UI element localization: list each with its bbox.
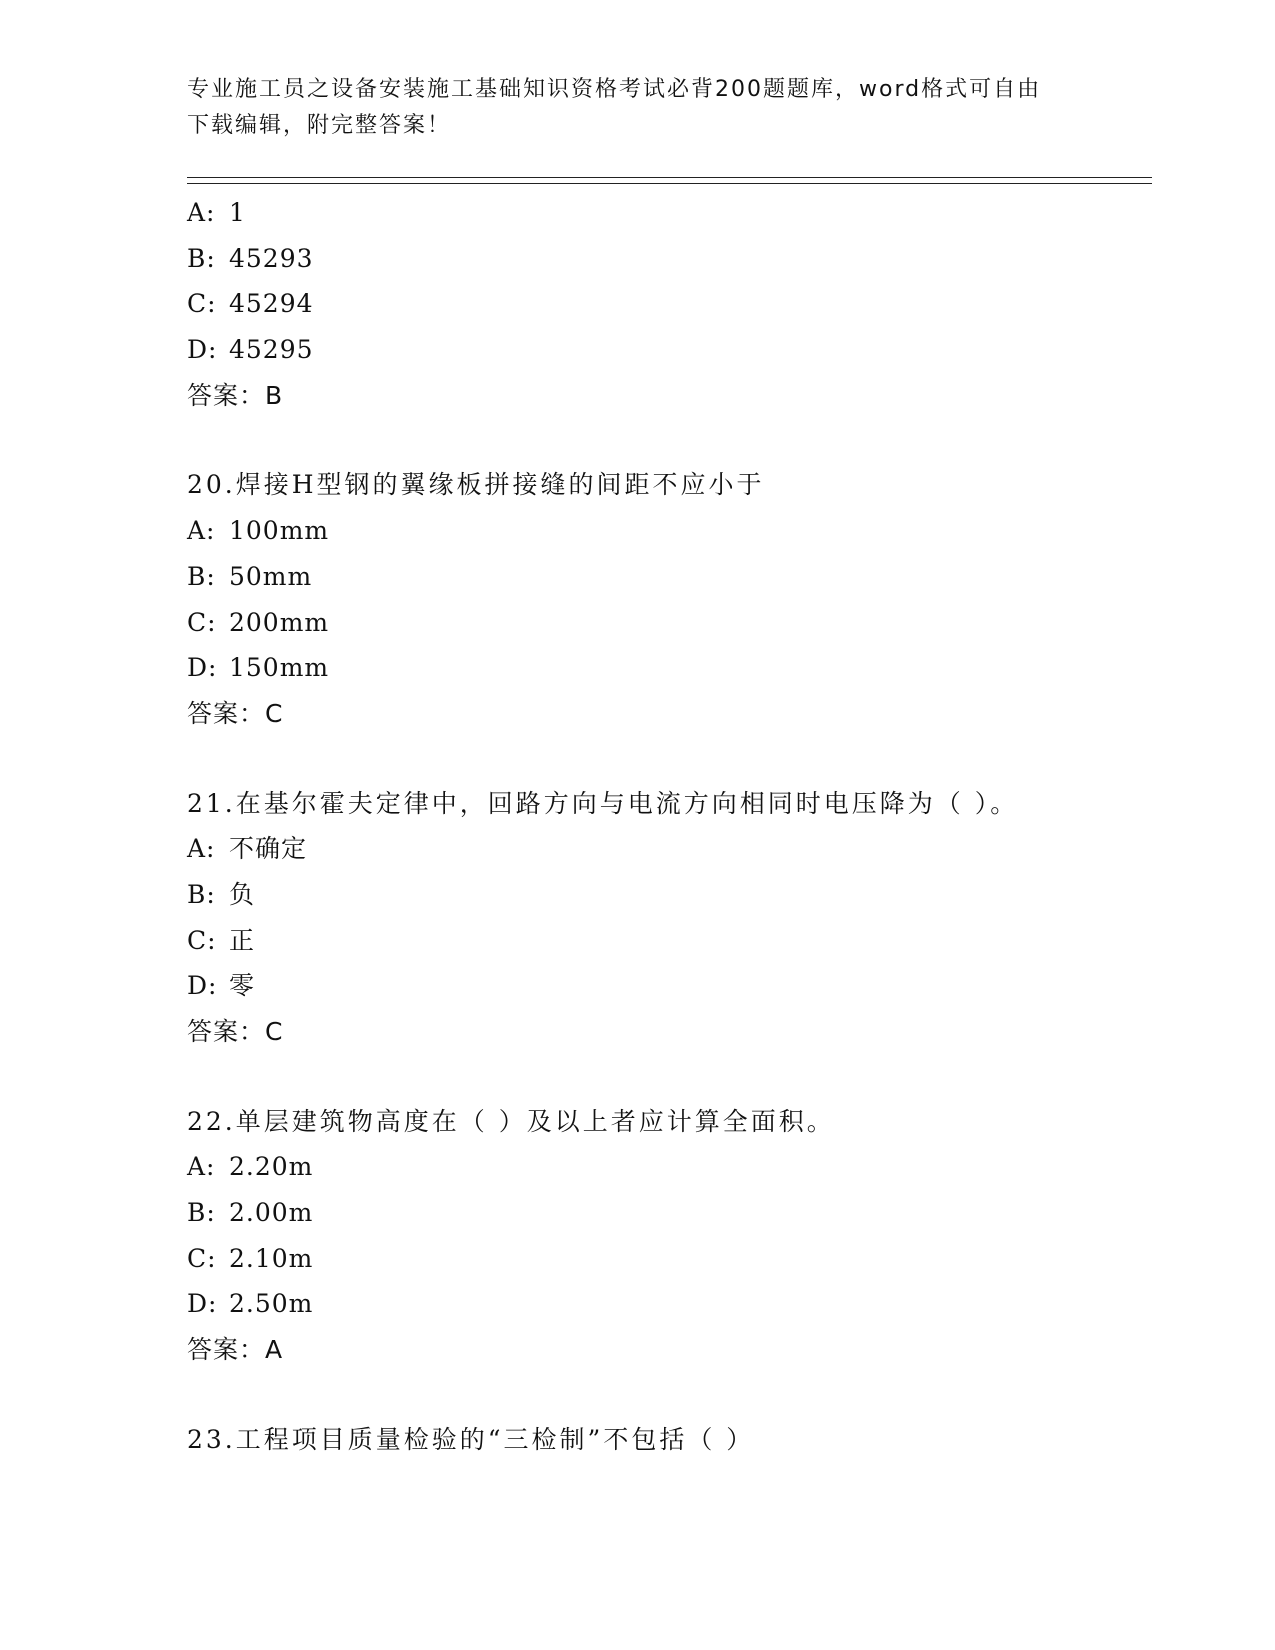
option-text: 2.00m (229, 1198, 314, 1228)
option-d (187, 645, 1147, 691)
option-text: 负 (229, 879, 256, 909)
question-22 (187, 1099, 1147, 1373)
option-label: B: (187, 1198, 216, 1228)
option-label: B: (187, 879, 216, 909)
option-text: 45293 (229, 243, 314, 273)
option-label: D: (187, 335, 218, 365)
option-text: 200mm (229, 607, 330, 637)
option-text: 不确定 (229, 834, 308, 864)
option-text: 正 (229, 925, 256, 955)
option-b (187, 554, 1147, 600)
answer-line: 答案：C (187, 698, 284, 728)
option-text: 2.20m (229, 1152, 314, 1182)
question-text: 20.焊接H型钢的翼缘板拼接缝的间距不应小于 (187, 470, 765, 500)
option-text: 2.10m (229, 1243, 314, 1273)
option-text: 45295 (229, 335, 314, 365)
question-19 (187, 190, 1147, 418)
answer-line: 答案：A (187, 1335, 284, 1365)
option-text: 100mm (229, 516, 330, 546)
question-text: 22.单层建筑物高度在（ ）及以上者应计算全面积。 (187, 1106, 835, 1136)
option-a (187, 190, 1147, 236)
spacer (187, 737, 1147, 781)
option-label: D: (187, 1289, 218, 1319)
option-text: 150mm (229, 653, 330, 683)
question-text: 21.在基尔霍夫定律中，回路方向与电流方向相同时电压降为（ ）。 (187, 788, 1019, 818)
option-c (187, 1236, 1147, 1282)
spacer (187, 1373, 1147, 1417)
option-label: D: (187, 653, 218, 683)
option-text: 2.50m (229, 1289, 314, 1319)
option-text: 零 (229, 971, 256, 1001)
header-divider-top (187, 177, 1152, 178)
option-label: A: (187, 516, 216, 546)
option-label: B: (187, 561, 216, 591)
option-c (187, 600, 1147, 646)
question-23 (187, 1417, 1147, 1463)
document-header (187, 72, 1067, 144)
option-text: 50mm (229, 561, 313, 591)
option-a (187, 508, 1147, 554)
option-d (187, 327, 1147, 373)
option-label: C: (187, 607, 217, 637)
spacer (187, 1055, 1147, 1099)
question-20 (187, 462, 1147, 736)
option-c (187, 281, 1147, 327)
option-text: 1 (229, 198, 246, 227)
option-label: C: (187, 925, 217, 955)
answer-line: 答案：C (187, 1017, 284, 1046)
spacer (187, 418, 1147, 462)
option-label: A: (187, 198, 216, 227)
option-label: B: (187, 243, 216, 273)
question-text: 23.工程项目质量检验的“三检制”不包括（ ） (187, 1424, 755, 1454)
option-label: A: (187, 834, 216, 864)
option-b (187, 236, 1147, 282)
option-label: A: (187, 1152, 216, 1182)
option-label: C: (187, 289, 217, 319)
option-text: 45294 (229, 289, 314, 319)
option-d (187, 1281, 1147, 1327)
header-line-2: 下载编辑，附完整答案！ (187, 113, 452, 138)
question-21 (187, 781, 1147, 1055)
option-a (187, 1144, 1147, 1190)
option-label: C: (187, 1243, 217, 1273)
option-a (187, 826, 1147, 872)
option-c (187, 918, 1147, 964)
header-divider-bottom (187, 183, 1152, 184)
option-d (187, 963, 1147, 1009)
option-b (187, 1190, 1147, 1236)
question-list (187, 190, 1147, 1463)
answer-line: 答案：B (187, 380, 284, 410)
option-b (187, 872, 1147, 918)
header-line-1: 专业施工员之设备安装施工基础知识资格考试必背200题题库，word格式可自由 (187, 77, 1042, 102)
option-label: D: (187, 971, 218, 1001)
